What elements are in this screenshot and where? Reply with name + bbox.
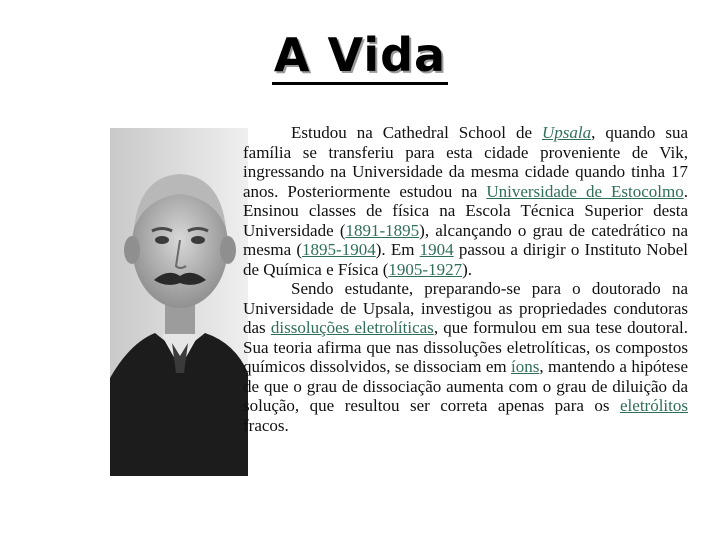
link-dissolucoes-eletroliticas[interactable]: dissoluções eletrolíticas (270, 318, 434, 337)
link-eletrolitos[interactable]: eletrólitos (620, 396, 688, 415)
link-1891-1895[interactable]: 1891-1895 (345, 220, 420, 240)
link-universidade-estocolmo[interactable]: Universidade de Estocolmo (486, 181, 684, 201)
slide-title (0, 28, 720, 82)
portrait-photo-icon (110, 128, 248, 476)
link-1904[interactable]: 1904 (419, 240, 454, 259)
link-ions[interactable]: íons (510, 357, 540, 376)
paragraph-2: Sendo estudante, preparando-se para o doutorado na Universidade de Upsala, investigou as propriedades condutoras das dissoluções eletrolíticas, que formulou em sua tese doutoral. Sua teoria afirma que nas dissoluções eletrolíticas, os compostos químicos dissolvidos, se dissociam em íons, mantendo a hipótese de que o grau de dissociação aumenta com o grau de diluição da solução, que resultou ser correta apenas para os eletrólitos fracos. (243, 279, 688, 435)
slide-title-text: A Vida (272, 28, 448, 85)
portrait-photo (110, 128, 248, 476)
link-1895-1904[interactable]: 1895-1904 (302, 240, 376, 259)
biography-text (243, 123, 688, 435)
link-1905-1927[interactable]: 1905-1927 (388, 259, 463, 279)
link-upsala[interactable]: Upsala (541, 123, 592, 142)
paragraph-1: Estudou na Cathedral School de Upsala, quando sua família se transferiu para esta cidade proveniente de Vik, ingressando na Universidade da mesma cidade quando tinha 17 anos. Posteriormente estudou na Universidade de Estocolmo. Ensinou classes de física na Escola Técnica Superior desta Universidade (1891-1895), alcançando o grau de catedrático na mesma (1895-1904). Em 1904 passou a dirigir o Instituto Nobel de Química e Física (1905-1927). (243, 123, 689, 279)
